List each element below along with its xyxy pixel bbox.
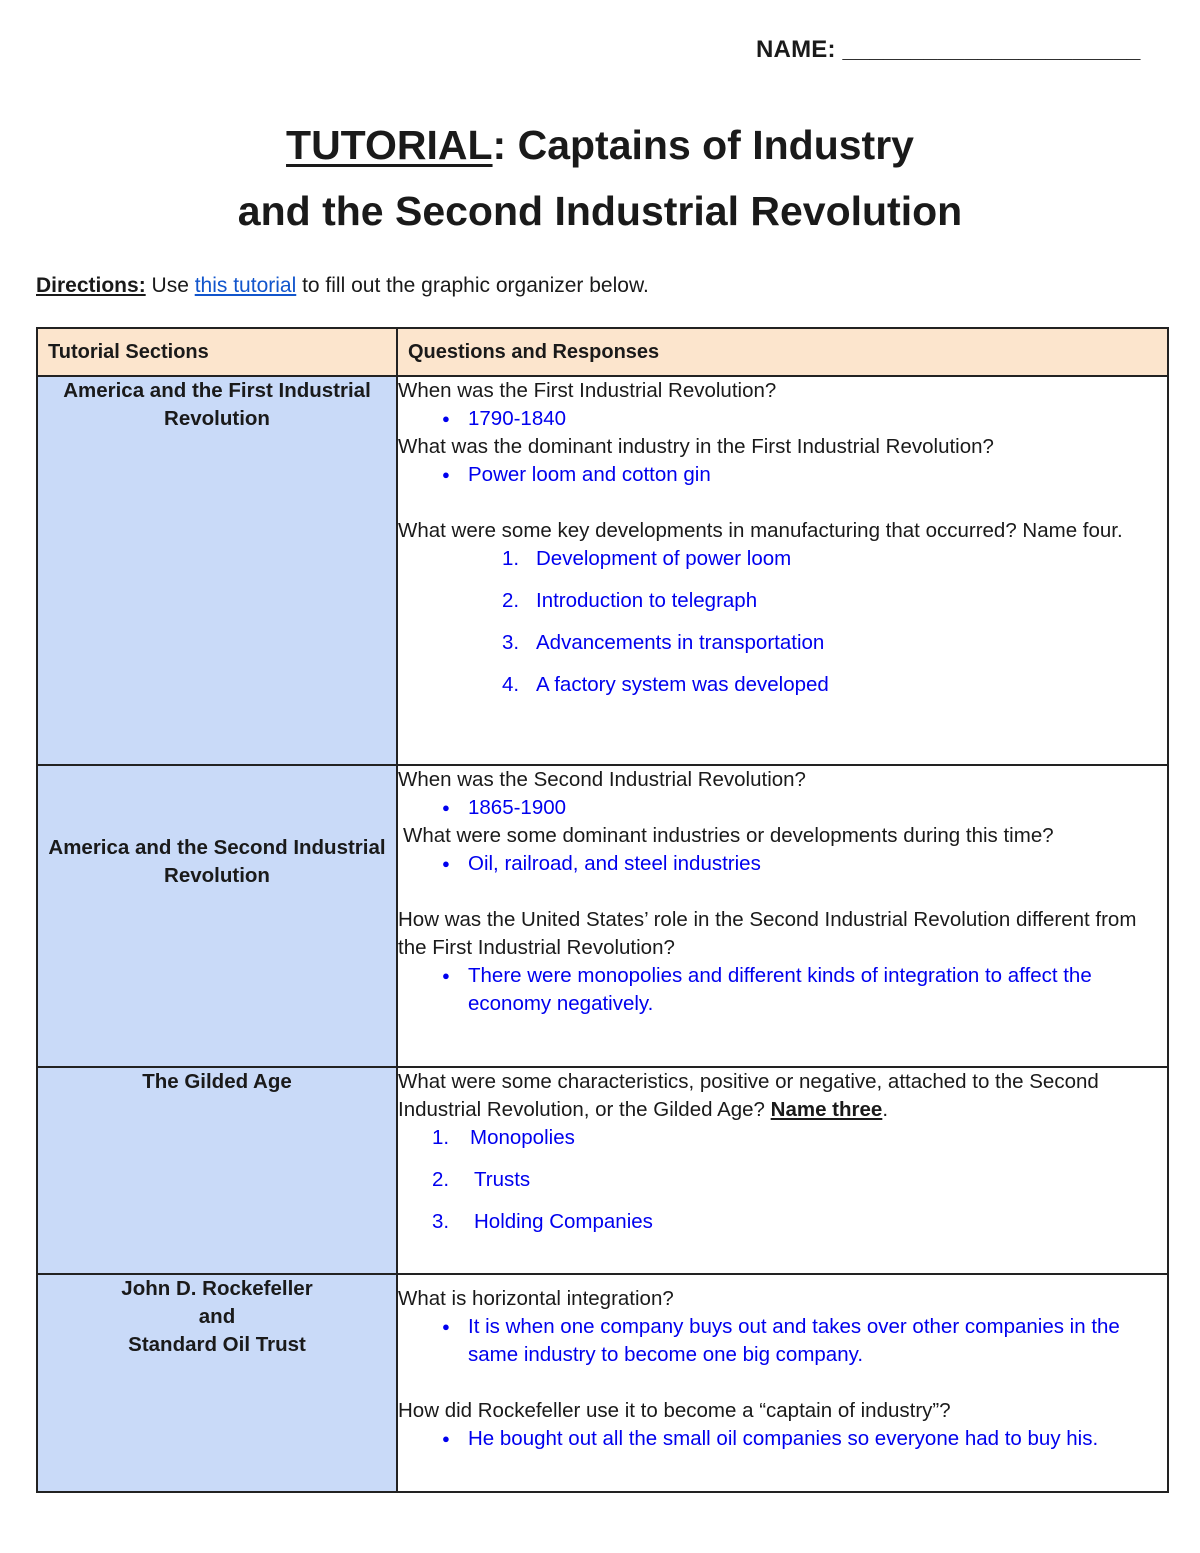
answer-list	[398, 405, 1167, 433]
numbered-answer-list	[398, 1124, 1167, 1236]
qa-cell	[397, 1274, 1168, 1492]
graphic-organizer-table	[36, 327, 1169, 1493]
table-row	[37, 1274, 1168, 1492]
header-tutorial-sections: Tutorial Sections	[37, 328, 397, 376]
directions-text-after: to fill out the graphic organizer below.	[296, 274, 649, 297]
answer-list	[398, 794, 1167, 822]
section-line: and	[198, 1305, 236, 1328]
table-row	[37, 1067, 1168, 1274]
answer: ● Oil, railroad, and steel industries	[442, 850, 1167, 878]
section-first-industrial-revolution: America and the First Industrial Revolution	[37, 376, 397, 765]
answer-list	[398, 461, 1167, 489]
page-title	[0, 112, 1200, 244]
list-item: 2. Introduction to telegraph	[502, 589, 758, 612]
answer-list	[398, 962, 1167, 1018]
title-line-1	[0, 112, 1200, 178]
table-row	[37, 765, 1168, 1067]
question: What were some characteristics, positive or negative, attached to the Second Industrial Revolution, or the Gilded Age? Name three.	[398, 1070, 1099, 1121]
header-questions-responses: Questions and Responses	[397, 328, 1168, 376]
section-second-industrial-revolution: America and the Second Industrial Revolution	[37, 765, 397, 1067]
numbered-answer-list	[398, 545, 1167, 699]
list-item: 1. Development of power loom	[502, 547, 792, 570]
list-item: 3. Holding Companies	[432, 1210, 653, 1233]
answer: ● Power loom and cotton gin	[442, 461, 1167, 489]
answer: ● 1790-1840	[442, 405, 1167, 433]
tutorial-link[interactable]: this tutorial	[194, 274, 297, 297]
question: What is horizontal integration?	[398, 1287, 674, 1310]
qa-cell	[397, 376, 1168, 765]
question: How was the United States’ role in the Second Industrial Revolution different from the First Industrial Revolution?	[398, 908, 1137, 959]
question: How did Rockefeller use it to become a “captain of industry”?	[398, 1399, 951, 1422]
answer: ● There were monopolies and different kinds of integration to affect the economy negatively.	[442, 962, 1167, 1018]
question: What were some key developments in manufacturing that occurred? Name four.	[398, 519, 1123, 542]
answer: ● It is when one company buys out and takes over other companies in the same industry to become one big company.	[442, 1313, 1167, 1369]
title-prefix: TUTORIAL	[286, 122, 493, 168]
directions	[36, 274, 649, 298]
list-item: 3. Advancements in transportation	[502, 631, 825, 654]
directions-label: Directions:	[36, 274, 146, 297]
question: What was the dominant industry in the First Industrial Revolution?	[398, 435, 994, 458]
section-rockefeller	[37, 1274, 397, 1492]
section-line: John D. Rockefeller	[121, 1277, 313, 1300]
answer-list	[398, 1313, 1167, 1369]
qa-cell	[397, 765, 1168, 1067]
answer: ● 1865-1900	[442, 794, 1167, 822]
table-row	[37, 376, 1168, 765]
question-emphasis: Name three	[770, 1098, 883, 1121]
name-field-label: NAME: ______________________	[756, 36, 1141, 63]
section-gilded-age: The Gilded Age	[37, 1067, 397, 1274]
answer: ● He bought out all the small oil companies so everyone had to buy his.	[442, 1425, 1167, 1453]
question: What were some dominant industries or developments during this time?	[403, 824, 1054, 847]
question: When was the First Industrial Revolution?	[398, 379, 777, 402]
question: When was the Second Industrial Revolution?	[398, 768, 806, 791]
section-line: Standard Oil Trust	[128, 1333, 306, 1356]
answer-list	[398, 1425, 1167, 1453]
table-header-row	[37, 328, 1168, 376]
directions-text-before: Use	[145, 274, 195, 297]
title-rest: : Captains of Industry	[492, 122, 914, 168]
list-item: 4. A factory system was developed	[502, 673, 829, 696]
qa-cell	[397, 1067, 1168, 1274]
answer-list	[398, 850, 1167, 878]
list-item: 2. Trusts	[432, 1168, 531, 1191]
list-item: 1. Monopolies	[432, 1126, 575, 1149]
title-line-2: and the Second Industrial Revolution	[237, 188, 963, 234]
